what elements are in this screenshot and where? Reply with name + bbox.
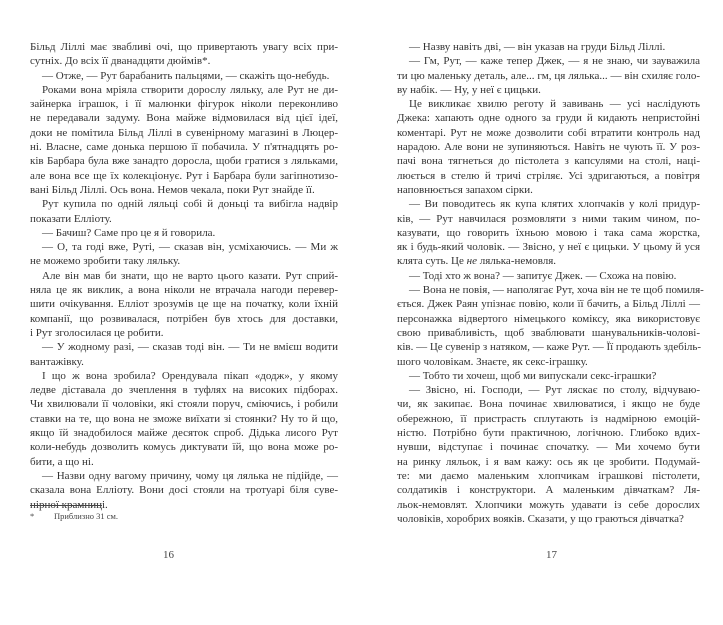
text-line: ні. Власне, саме донька першою її побачила. У п'ятнадцять ро- (30, 141, 338, 154)
paragraph (30, 197, 338, 226)
text-line: — Гм, Рут, — каже тепер Джек, — я не знаю, чи зауважила (409, 55, 700, 68)
text-line: коментарі. Рут не може дозволити собі втратити контроль над (397, 126, 700, 139)
text-line: Це викликає хвилю реготу й завивань — усі наслідують (409, 98, 700, 111)
text-line: шого чоловікам. Знаєте, як секс-іграшку. (397, 355, 588, 368)
text-line: на ринку ляльок, і я вам кажу: ось як це зробити. Подумай- (397, 455, 700, 468)
paragraph (397, 54, 700, 97)
text-line: — У жодному разі, — сказав тоді він. — Ти не вмієш водити (42, 341, 338, 354)
text-line: показати Елліоту. (30, 212, 112, 225)
text-segment: лялька-немовля. (476, 255, 557, 268)
text-line: люється в стелю й тричі стріляє. Усі здригаються, а повітря (397, 169, 700, 182)
paragraph (397, 383, 700, 526)
paragraph (397, 269, 700, 283)
text-line: якщо їй знадобилося майже десяток спроб. Дідька лисого Рут (30, 427, 338, 440)
text-line: — Тобто ти хочеш, щоб ми випускали секс-іграшки? (409, 369, 657, 382)
text-line: Більд Ліллі має звабливі очі, що привертають увагу всіх при- (30, 41, 338, 53)
text-line: — Назву навіть дві, — він указав на груди Більд Ліллі. (409, 41, 666, 53)
paragraph (30, 40, 338, 69)
text-line: ністю. Потрібно бути практичною, логічною. Глибоко вдих- (397, 427, 700, 440)
footnote (30, 511, 118, 521)
text-line: ків. — Це сувенір з натяком, — каже Рут. — Її продають здебіль- (397, 341, 702, 354)
text-line: персонажка відвертого німецького коміксу, яка використовує (397, 312, 700, 325)
text-line: як і будь-який чоловік. — Звісно, у неї є цицьки. У цьому й уся (397, 241, 700, 254)
paragraph (30, 269, 338, 340)
text-line: — О, та годі вже, Руті, — сказав він, усміхаючись. — Ми ж (42, 241, 338, 254)
text-line: ти цю маленьку деталь, але... гм, ця лялька... — він схиляє голо- (397, 69, 700, 82)
text-line: сутніх. До всіх її дванадцяти дюймів*. (30, 55, 211, 68)
text-line: нарадою. Але вони не зупиняються. Навіть не чують її. У роз- (397, 141, 700, 154)
paragraph (397, 369, 700, 383)
text-line: — Отже, — Рут барабанить пальцями, — скажіть що-небудь. (42, 69, 330, 82)
text-line: — Бачиш? Саме про це я й говорила. (42, 226, 216, 239)
text-line: бити, а що ні. (30, 455, 94, 468)
text-line: але вона все ще їх колекціонує. Рут і Барбара були загіпнотизо- (30, 169, 338, 182)
text-line: ву набік. — Ну, у неї є цицьки. (397, 83, 541, 96)
text-line: — Назви одну вагому причину, чому ця лялька не підійде, — (42, 469, 338, 482)
paragraph (30, 226, 338, 240)
footnote-mark: * (30, 511, 35, 521)
text-line: нірної крамниці. (30, 498, 108, 511)
text-line: компанії, що розвивалася, потрібен був хтось для доставки, (30, 312, 338, 325)
text-line: не передавали задуму. Вона майже відмовилася від цієї ідеї, (30, 112, 338, 125)
text-line: — Ви поводитесь як купа клятих хлопчаків у колі придур- (409, 198, 700, 211)
left-page-text (30, 40, 338, 512)
text-line: зайнерка іграшок, і її малюнки фігурок ніколи переконливо (30, 98, 338, 111)
text-line: чоловіків, хоробрих вояків. Сказати, у що граються дівчатка? (397, 512, 684, 525)
text-line: — Вона не повія, — наполягає Рут, хоча він не те щоб помиля- (409, 284, 704, 297)
paragraph (30, 369, 338, 469)
text-line: пачі вона тягнеться до пістолета з капсулями на столі, наці- (397, 155, 700, 168)
text-line: няла це як виклик, а вона ніколи не втрачала нагоди перевер- (30, 284, 338, 297)
text-line: ків Барбара була вже занадто доросла, щоби гратися з ляльками, (30, 155, 338, 168)
text-line: ків, — Рут навчилася розмовляти з ними таким чином, по- (397, 212, 700, 225)
right-page-text (397, 40, 704, 526)
text-line: — Звісно, ні. Господи, — Рут ляскає по столу, відчуваю- (409, 384, 700, 397)
text-line: обережною, її пристрасть сплутають із надмірною емоцій- (397, 412, 700, 425)
text-line: те: ми даємо маленьким хлопчикам іграшкові пістолети, (397, 469, 700, 482)
text-line: солдатиків і конструктори. А маленьким дівчаткам? Ля- (397, 484, 700, 497)
paragraph (30, 83, 338, 197)
text-line: доки не помітила Більд Ліллі в сувенірному магазині в Люцер- (30, 126, 338, 139)
emphasized-word: не (466, 255, 477, 268)
paragraph (30, 240, 338, 269)
text-line: вані Більд Ліллі. Ось вона. Немов чекала, поки Рут знайде її. (30, 183, 315, 196)
text-line: Чи хвилювали її чоловіки, які стояли поруч, сміючись, і робили (30, 398, 338, 411)
paragraph (397, 283, 704, 369)
text-line: — Тоді хто ж вона? — запитує Джек. — Схожа на повію. (409, 269, 677, 282)
text-line: ється. Джек Раян упізнає повію, коли її бачить, а Більд Ліллі — (397, 298, 700, 311)
text-line (397, 254, 700, 268)
text-line: коли-небудь дозволить комусь диктувати їй, що вона може ро- (30, 441, 338, 454)
text-line: І що ж вона зробила? Орендувала пікап «додж», у якому (42, 369, 338, 382)
footnote-text: Приблизно 31 см. (54, 511, 119, 521)
text-line: Джека: хапають одне одного за груди й кидають непристойні (397, 112, 700, 125)
page-number-left: 16 (163, 549, 174, 561)
text-line: ледве діставала до зчеплення в туфлях на високих підборах. (30, 384, 338, 397)
page-number-right: 17 (546, 549, 557, 561)
text-line: Але він мав би знати, що не варто цього казати. Рут сприй- (42, 269, 338, 282)
text-line: нувши, відступає і починає спочатку. — Ми хочемо бути (397, 441, 700, 454)
text-segment: клята суть. Це (397, 255, 467, 268)
text-line: ставки на те, що вона не зможе виїхати зі стоянки? Ну то й що, (30, 412, 338, 425)
text-line: шити очікування. Елліот зрозумів це ще на початку, коли їхній (30, 298, 338, 311)
paragraph (30, 69, 338, 83)
text-line: вантажівку. (30, 355, 84, 368)
text-line: чи, як закипає. Вона починає хвилюватися, і якщо не буде (397, 398, 700, 411)
text-line: не можемо зробити таку ляльку. (30, 255, 181, 268)
text-line: казувати, що говорить їхньою мовою і така сама жорстка, (397, 226, 700, 239)
text-line: льок-немовлят. Хлопчики можуть удавати із себе дорослих (397, 498, 700, 511)
text-line: наповнюється запахом сірки. (397, 183, 533, 196)
paragraph (397, 40, 700, 54)
text-line: Роками вона мріяла створити дорослу ляльку, але Рут не ди- (42, 83, 338, 96)
text-line: свою привабливість, щоб зваблювати шанувальників-чолові- (397, 326, 700, 339)
paragraph (30, 340, 338, 369)
text-line: і Рут зголосилася це робити. (30, 326, 164, 339)
paragraph (397, 97, 700, 197)
paragraph (397, 197, 700, 268)
text-line: сказала вона Елліоту. Вони досі стояли на тротуарі біля суве- (30, 484, 338, 497)
text-line: Рут купила по одній ляльці собі й доньці та вибігла надвір (42, 198, 338, 211)
footnote-divider (30, 505, 102, 506)
